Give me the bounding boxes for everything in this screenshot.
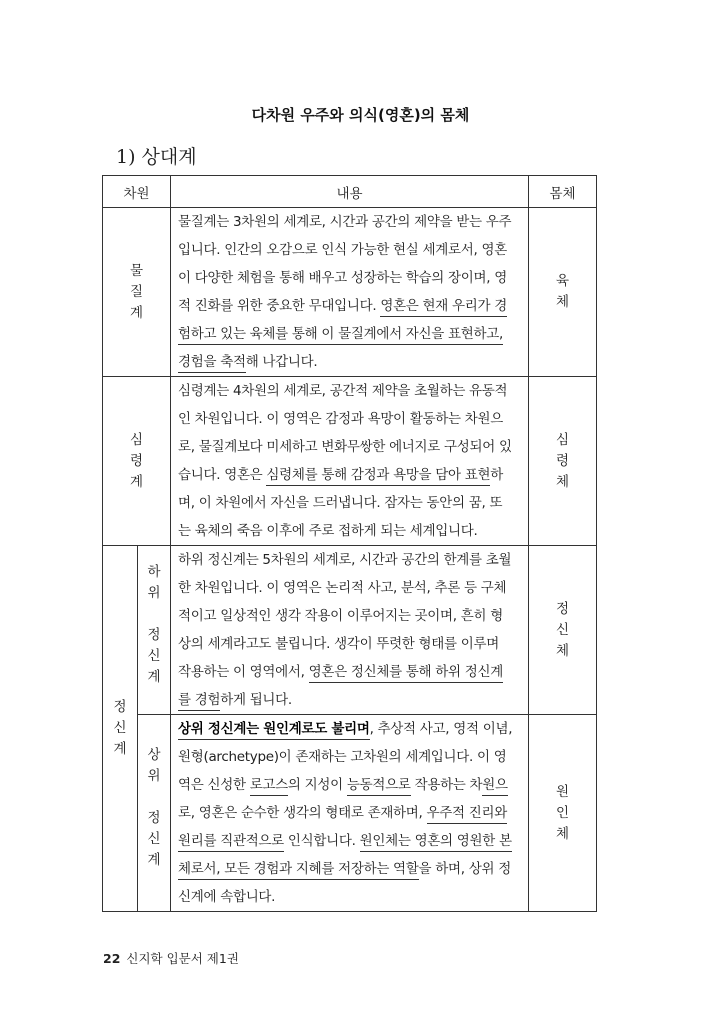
underlined-text: 우주적 진리와 [427, 805, 507, 824]
underlined-text: 능동적으로 [347, 777, 411, 796]
label-char: 신 [555, 621, 570, 638]
text-line [178, 686, 521, 714]
text-line [178, 320, 521, 348]
text-line [178, 883, 521, 911]
text-line [178, 517, 521, 545]
text-segment: 하 [490, 467, 503, 483]
text-segment: 한 차원입니다. 이 영역은 논리적 사고, 분석, 추론 등 구체 [178, 580, 507, 596]
text-segment: 입니다. 인간의 오감으로 인식 가능한 현실 세계로서, 영혼 [178, 242, 507, 258]
label-char: 육 [555, 273, 570, 289]
content-cell [171, 715, 529, 912]
text-line [178, 292, 521, 320]
label-char: 원 [555, 783, 570, 800]
text-line [178, 348, 521, 376]
text-line [178, 208, 521, 236]
subdimension-label [147, 745, 160, 871]
label-char: 위 [147, 768, 161, 784]
underlined-text: 원으 [482, 777, 507, 796]
text-segment: 하위 정신계는 5차원의 세계로, 시간과 공간의 한계를 초월 [178, 552, 512, 568]
text-line [178, 433, 521, 461]
header-content: 내용 [171, 176, 529, 208]
body-label [556, 271, 569, 313]
text-segment: 신계에 속합니다. [178, 889, 276, 905]
label-char: 심 [555, 431, 570, 448]
text-line [178, 377, 521, 405]
body-label [556, 430, 569, 493]
text-line [178, 715, 521, 743]
label-char: 물 [129, 262, 144, 279]
text-segment: 심령계는 4차원의 세계로, 공간적 제약을 초월하는 유동적 [178, 383, 508, 399]
page-footer [103, 949, 239, 967]
label-char: 체 [555, 825, 570, 842]
label-char: 계 [147, 669, 161, 685]
book-title: 신지학 입문서 제1권 [126, 951, 239, 966]
body-label [556, 599, 569, 662]
dimension-cell [103, 546, 138, 912]
label-char: 정 [555, 600, 570, 617]
table-row [103, 546, 597, 715]
label-char: 령 [555, 452, 570, 469]
text-segment: 인 차원입니다. 이 영역은 감정과 욕망이 활동하는 차원으 [178, 411, 503, 427]
section-heading: 1) 상대계 [116, 146, 197, 168]
underlined-text: 원인체는 영혼의 영원한 본 [360, 833, 512, 852]
label-char: 신 [113, 720, 127, 736]
dimension-label [130, 261, 143, 324]
text-line [178, 827, 521, 855]
label-char: 정 [147, 627, 161, 643]
table-header-row [103, 176, 597, 208]
text-line [178, 405, 521, 433]
label-char: 계 [129, 473, 144, 490]
table-row [103, 377, 597, 546]
body-label [556, 782, 569, 845]
header-body: 몸체 [529, 176, 597, 208]
label-char: 체 [555, 642, 570, 659]
underlined-text: 심령체를 통해 감정과 욕망을 담아 표현 [266, 467, 490, 486]
underlined-text: 험하고 있는 육체를 통해 이 물질계에서 자신을 표현하고, [178, 326, 503, 345]
body-cell [529, 208, 597, 377]
text-segment: 해 나갑니다. [245, 354, 318, 370]
subdimension-cell [138, 546, 171, 715]
text-line [178, 771, 521, 799]
body-cell [529, 546, 597, 715]
dimension-label [130, 430, 143, 493]
label-char: 계 [113, 741, 127, 757]
text-segment: 물질계는 3차원의 세계로, 시간과 공간의 제약을 받는 우주 [178, 214, 512, 230]
label-char: 체 [555, 294, 570, 310]
label-char: 계 [129, 304, 144, 321]
text-line [178, 602, 521, 630]
text-segment: 의 지성이 [287, 777, 347, 793]
text-segment: 원형(archetype)이 존재하는 고차원의 세계입니다. 이 영 [178, 749, 507, 765]
text-segment: 습니다. 영혼은 [178, 467, 267, 483]
text-line [178, 546, 521, 574]
text-segment: 며, 이 차원에서 자신을 드러냅니다. 잠자는 동안의 꿈, 또 [178, 495, 503, 511]
text-segment: 로, 영혼은 순수한 생각의 형태로 존재하며, [178, 805, 427, 821]
underlined-text: 로고스 [250, 777, 288, 796]
text-segment: 적 진화를 위한 중요한 무대입니다. [178, 298, 381, 314]
underlined-text: 상위 정신계는 원인계로도 불리며 [178, 721, 370, 740]
text-segment: 역은 신성한 [178, 777, 250, 793]
text-line [178, 489, 521, 517]
text-segment: 로, 물질계보다 미세하고 변화무쌍한 에너지로 구성되어 있 [178, 439, 512, 455]
dimension-label [113, 697, 126, 760]
text-line [178, 855, 521, 883]
content-cell [171, 377, 529, 546]
dimension-cell [103, 208, 171, 377]
table-row [103, 208, 597, 377]
label-char: 신 [147, 648, 161, 664]
label-char: 인 [555, 804, 570, 821]
subdimension-cell [138, 715, 171, 912]
label-char: 신 [147, 831, 161, 847]
label-char: 심 [129, 431, 144, 448]
label-char: 질 [129, 283, 144, 300]
text-segment: 작용하는 이 영역에서, [178, 664, 309, 680]
text-segment: 이 다양한 체험을 통해 배우고 성장하는 학습의 장이며, 영 [178, 270, 507, 286]
text-line [178, 658, 521, 686]
label-char: 계 [147, 852, 161, 868]
body-cell [529, 377, 597, 546]
text-line [178, 461, 521, 489]
label-char: 하 [147, 564, 161, 580]
label-char: 정 [113, 699, 127, 715]
table-row [103, 715, 597, 912]
dimension-cell [103, 377, 171, 546]
underlined-text: 영혼은 현재 우리가 경 [380, 298, 507, 317]
underlined-text: 원리를 직관적으로 [178, 833, 284, 852]
text-segment: 인식합니다. [283, 833, 360, 849]
header-dimension: 차원 [103, 176, 171, 208]
underlined-text: 경험을 축적 [178, 354, 246, 373]
page-title: 다차원 우주와 의식(영혼)의 몸체 [251, 106, 470, 124]
text-segment: 하게 됩니다. [220, 692, 292, 708]
text-line [178, 264, 521, 292]
text-line [178, 630, 521, 658]
label-char: 상 [147, 747, 161, 763]
body-cell [529, 715, 597, 912]
underlined-text: 체로서, 모든 경험과 지혜를 저장하는 역할 [178, 861, 419, 880]
text-segment: , 추상적 사고, 영적 이념, [369, 721, 513, 737]
dimension-table [102, 175, 597, 912]
text-line [178, 236, 521, 264]
text-segment: 상의 세계라고도 불립니다. 생각이 뚜렷한 형태를 이루며 [178, 636, 499, 652]
page-number: 22 [103, 951, 121, 966]
underlined-text: 영혼은 정신체를 통해 하위 정신계 [309, 664, 503, 683]
text-segment: 작용하는 차 [410, 777, 483, 793]
label-char: 체 [555, 473, 570, 490]
underlined-text: 를 경험 [178, 692, 220, 711]
text-segment: 을 하며, 상위 정 [418, 861, 511, 877]
text-line [178, 743, 521, 771]
text-line [178, 574, 521, 602]
subdimension-label [147, 562, 160, 688]
content-cell [171, 208, 529, 377]
label-char: 위 [147, 585, 161, 601]
text-segment: 적이고 일상적인 생각 작용이 이루어지는 곳이며, 흔히 형 [178, 608, 503, 624]
content-cell [171, 546, 529, 715]
label-char: 정 [147, 810, 161, 826]
label-char: 령 [129, 452, 144, 469]
text-line [178, 799, 521, 827]
text-segment: 는 육체의 죽음 이후에 주로 접하게 되는 세계입니다. [178, 523, 478, 539]
